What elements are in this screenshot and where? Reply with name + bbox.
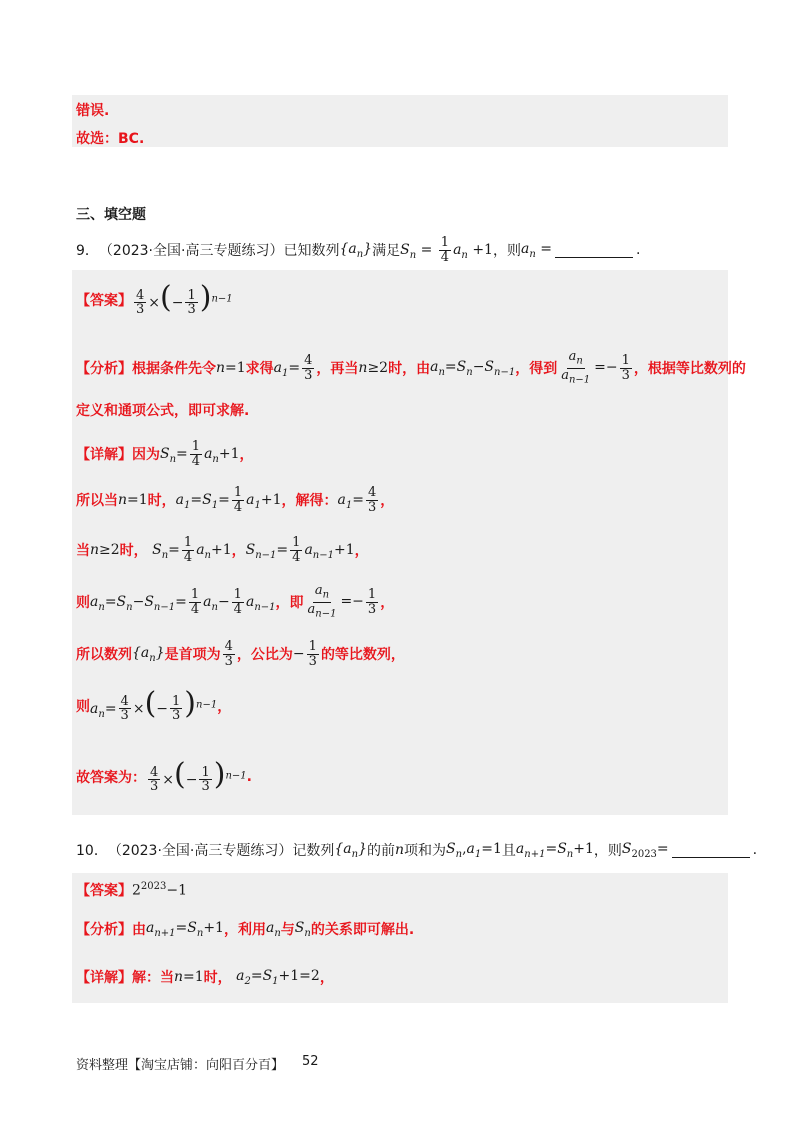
- a9-detail-line-1: [76, 436, 254, 472]
- a9-detail-line-6: [76, 684, 231, 728]
- q9-text-a: 已知数列: [283, 243, 340, 259]
- a9-detail-line-5: [76, 636, 405, 672]
- q10-text-d: 且: [501, 843, 516, 859]
- a9-detail-12: 的等比数列，: [320, 647, 405, 663]
- a10-analysis-1: 由: [132, 922, 146, 938]
- a9-m-n2: n≥2: [358, 360, 389, 376]
- q9-seq-an: $\{a_n\}$: [339, 240, 373, 260]
- q10-text-b: 的前: [367, 843, 395, 859]
- q9-text-b: 满足: [372, 243, 401, 259]
- a10-analysis-4: 的关系即可解出.: [310, 922, 415, 938]
- a10-answer-formula: $2^{2023}-1$: [132, 881, 188, 899]
- a9-comma-5: ，: [380, 595, 395, 611]
- a10-m-an: $a_n$: [265, 919, 281, 939]
- q10-text-c: 项和为: [404, 843, 447, 859]
- footer-text: 资料整理【淘宝店铺：向阳百分百】: [76, 1058, 285, 1073]
- q9-target: $a_n$ =: [520, 240, 552, 260]
- a9-analysis-6: ，根据等比数列的: [633, 361, 746, 377]
- a10-m-n1: n=1: [174, 969, 204, 985]
- section-heading: 三、填空题: [76, 207, 146, 223]
- a9-m-ratio2: $\frac{a_n}{a_{n-1}}$ =− $\frac{1}{3}$: [307, 583, 377, 620]
- q9-number: 9．: [76, 243, 99, 259]
- a10-answer-line: [76, 878, 187, 902]
- a9-detail-5: 当: [76, 543, 90, 559]
- q10-source: （2023·全国·高三专题练习）: [107, 843, 293, 859]
- a9-answer-line: [76, 278, 233, 322]
- prev-answer-line-2: 故选：BC.: [76, 131, 145, 147]
- q10-number: 10．: [76, 843, 108, 859]
- a9-analysis-4: 时，由: [388, 361, 431, 377]
- a9-analysis-2: 求得: [245, 361, 274, 377]
- a9-detail-7: 则: [76, 595, 90, 611]
- a9-m-ratio: $\frac{a_n}{a_{n-1}}$ =− $\frac{1}{3}$: [561, 349, 630, 386]
- a10-m-recur: $a_{n+1}=S_n+1$: [146, 919, 224, 939]
- q9-condition: $S_n$ = $\frac{1}{4}$ $a_n +1$: [400, 234, 493, 265]
- a9-detail-14: 故答案为：: [76, 770, 146, 786]
- q10-target: $S_{2023}=$: [621, 840, 669, 860]
- a9-m-a1val: $a_1=$ $\frac{4}{3}$: [337, 484, 377, 515]
- q10-recur: $a_{n+1}=S_n+1$: [515, 840, 594, 860]
- q9-text-c: ，则: [492, 243, 521, 259]
- a9-detail-2: 所以当: [76, 493, 118, 509]
- a9-comma-3: ，: [231, 543, 246, 559]
- a10-detail-2: 时，: [203, 970, 232, 986]
- a9-detail-10: 是首项为: [164, 647, 221, 663]
- a9-comma-4: ，: [354, 543, 369, 559]
- a10-m-sn: $S_n$: [294, 919, 311, 939]
- a10-analysis-tag: 【分析】: [76, 922, 132, 938]
- a9-analysis-tag: 【分析】: [76, 361, 132, 377]
- a9-comma-1: ，: [239, 447, 254, 463]
- prev-answer-line-1: 错误.: [76, 103, 110, 119]
- q10-answer-blank: [672, 843, 750, 858]
- a9-detail-1: 因为: [132, 447, 160, 463]
- a9-period: .: [246, 769, 252, 785]
- a9-detail-8: ，即: [275, 595, 304, 611]
- q10-text-e: ，则: [593, 843, 622, 859]
- a9-analysis-5: ，得到: [515, 361, 558, 377]
- a10-comma: ，: [319, 970, 334, 986]
- a9-detail-9: 所以数列: [76, 647, 132, 663]
- q10-end: .: [752, 842, 758, 858]
- a9-detail-11: ，公比为: [236, 647, 293, 663]
- q10-text-a: 记数列: [292, 843, 335, 859]
- a9-comma-6: ，: [217, 699, 232, 715]
- a9-analysis-line-2: 定义和通项公式，即可求解.: [76, 403, 250, 419]
- a9-m-sn1: $S_{n-1}=$ $\frac{1}{4}$ $a_{n-1}+1$: [245, 534, 355, 565]
- q9-source: （2023·全国·高三专题练习）: [98, 243, 284, 259]
- a9-m-a1s1: $a_1=S_1=$ $\frac{1}{4}$ $a_1+1$: [175, 484, 282, 515]
- a9-detail-3: 时，: [147, 493, 176, 509]
- question-10: [76, 832, 757, 868]
- a9-detail-13: 则: [76, 699, 90, 715]
- q9-end: .: [635, 242, 641, 258]
- a10-detail-line: [76, 962, 334, 992]
- a9-answer-tag: 【答案】: [76, 293, 132, 309]
- a9-answer-formula: $\frac{4}{3}$ ×(− $\frac{1}{3}$ )$^{n-1}$: [136, 279, 233, 318]
- a10-answer-tag: 【答案】: [76, 883, 132, 899]
- a9-comma-2: ，: [380, 493, 395, 509]
- a9-detail-tag: 【详解】: [76, 447, 132, 463]
- a9-m-first: $\frac{4}{3}$: [224, 638, 233, 669]
- a9-m-a1: $a_1=$ $\frac{4}{3}$: [273, 352, 313, 383]
- a10-analysis-2: ，利用: [223, 922, 266, 938]
- a9-m-diff: $a_n=S_n-S_{n-1}=$ $\frac{1}{4}$ $a_n-$ $\frac{1}{4}$ $a_{n-1}$: [90, 586, 276, 617]
- a9-m-n2b: n≥2: [90, 542, 120, 558]
- a10-analysis-3: 与: [280, 922, 295, 938]
- a9-analysis-3: ，再当: [316, 361, 359, 377]
- q10-n: n: [395, 842, 405, 858]
- a10-detail-tag: 【详解】: [76, 970, 132, 986]
- a10-m-a2: $a_2=S_1+1=2$: [231, 967, 320, 987]
- a9-m-final: $\frac{4}{3}$ ×(− $\frac{1}{3}$ )$^{n-1}$: [150, 756, 247, 795]
- a9-detail-line-4: [76, 584, 394, 620]
- a9-m-seq: $\{a_n\}$: [132, 644, 165, 664]
- a9-m-n1b: n=1: [118, 492, 148, 508]
- a9-analysis-1: 根据条件先令: [132, 361, 216, 377]
- a9-m-q: − $\frac{1}{3}$: [292, 638, 317, 669]
- a9-final-line: [76, 755, 252, 799]
- a9-analysis-line-1: [76, 350, 746, 386]
- a9-m-general: $a_n=$ $\frac{4}{3}$ ×(− $\frac{1}{3}$ )$^{n-1}$: [90, 685, 218, 724]
- q9-answer-blank: [555, 243, 633, 258]
- a9-detail-line-3: [76, 532, 369, 568]
- a9-m-sn2: $S_n=$ $\frac{1}{4}$ $a_n+1$: [147, 534, 232, 565]
- a9-m-n1: n=1: [216, 360, 246, 376]
- a9-m-rel: $a_n=S_n-S_{n-1}$: [430, 358, 516, 378]
- a9-detail-line-2: [76, 482, 394, 518]
- q10-seq: $\{a_n\}$: [334, 840, 367, 860]
- a9-detail-6: 时，: [119, 543, 148, 559]
- a10-detail-1: 解：当: [132, 970, 174, 986]
- page-number: 52: [302, 1054, 319, 1069]
- question-9: [76, 232, 640, 268]
- a9-detail-4: ，解得：: [281, 493, 338, 509]
- a9-m-sn: $S_n=$ $\frac{1}{4}$ $a_n+1$: [160, 438, 240, 469]
- a10-analysis-line: [76, 914, 414, 944]
- answer-box-top: [72, 95, 728, 147]
- q10-sn-a1: $S_n,a_1=1$: [446, 840, 502, 860]
